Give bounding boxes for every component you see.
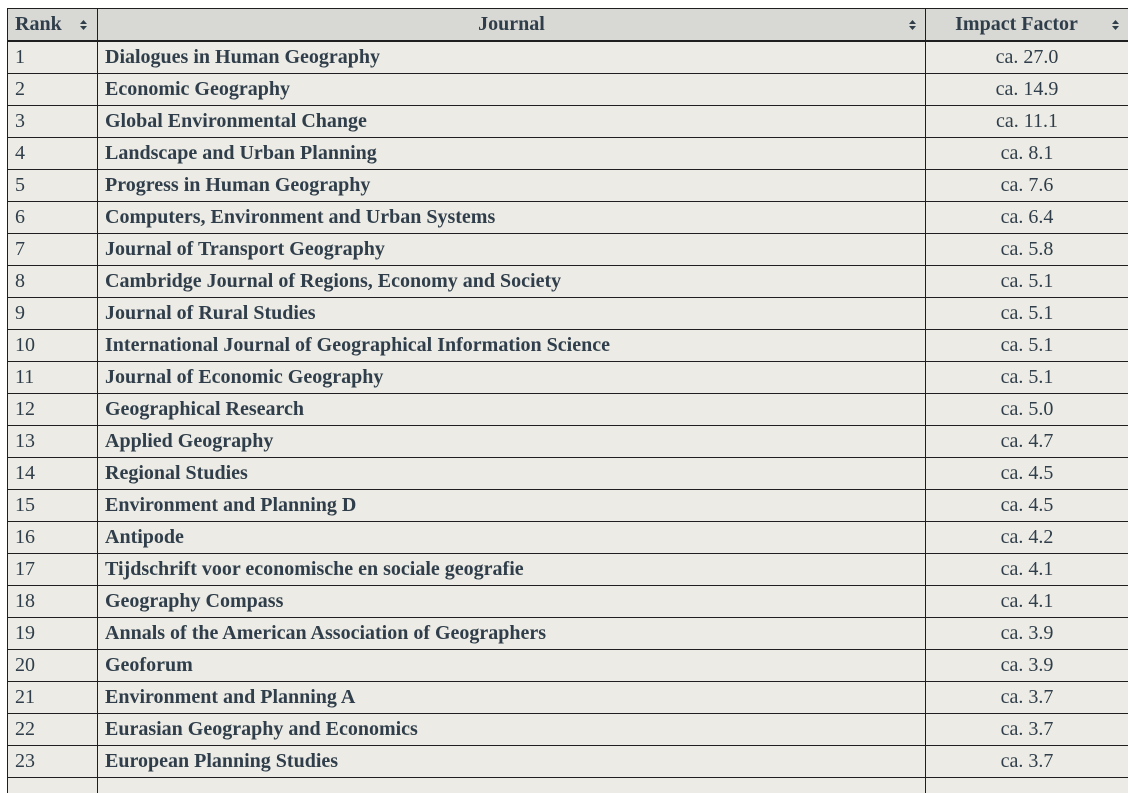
rank-cell: 6 (8, 202, 98, 234)
journal-cell: Antipode (98, 522, 926, 554)
impact-factor-cell: ca. 4.5 (926, 490, 1129, 522)
table-row (8, 458, 1129, 490)
impact-factor-cell: ca. 6.4 (926, 202, 1129, 234)
journal-cell: Journal of Transport Geography (98, 234, 926, 266)
rank-cell: 23 (8, 746, 98, 778)
journal-cell: Geoforum (98, 650, 926, 682)
impact-factor-cell: ca. 4.1 (926, 554, 1129, 586)
rank-cell: 16 (8, 522, 98, 554)
impact-factor-cell: ca. 7.6 (926, 170, 1129, 202)
journal-cell: Eurasian Geography and Economics (98, 714, 926, 746)
rank-cell: 22 (8, 714, 98, 746)
table-row (8, 778, 1129, 793)
impact-factor-cell: ca. 5.1 (926, 330, 1129, 362)
rank-cell: 3 (8, 106, 98, 138)
journal-cell: Environment and Planning D (98, 490, 926, 522)
journal-cell: Environment and Planning A (98, 682, 926, 714)
rank-cell (8, 778, 98, 793)
table-row (8, 170, 1129, 202)
impact-factor-cell: ca. 5.1 (926, 266, 1129, 298)
sort-arrows-icon[interactable] (79, 19, 88, 31)
impact-factor-cell: ca. 4.7 (926, 426, 1129, 458)
column-header-rank[interactable] (8, 9, 98, 42)
sort-arrows-icon[interactable] (1111, 19, 1120, 31)
rank-cell: 2 (8, 74, 98, 106)
table-row (8, 362, 1129, 394)
journal-cell: Dialogues in Human Geography (98, 41, 926, 74)
journal-cell: Cambridge Journal of Regions, Economy and Society (98, 266, 926, 298)
journal-cell: International Journal of Geographical Information Science (98, 330, 926, 362)
rank-cell: 17 (8, 554, 98, 586)
journal-ranking-table (7, 8, 1128, 793)
rank-cell: 4 (8, 138, 98, 170)
rank-cell: 20 (8, 650, 98, 682)
table-row (8, 106, 1129, 138)
impact-factor-cell: ca. 3.7 (926, 746, 1129, 778)
journal-cell: Economic Geography (98, 74, 926, 106)
table-row (8, 330, 1129, 362)
rank-cell: 1 (8, 41, 98, 74)
journal-cell: Applied Geography (98, 426, 926, 458)
table-row (8, 650, 1129, 682)
table-row (8, 234, 1129, 266)
journal-cell: Journal of Economic Geography (98, 362, 926, 394)
impact-factor-cell: ca. 3.7 (926, 714, 1129, 746)
impact-factor-cell: ca. 5.0 (926, 394, 1129, 426)
impact-factor-cell: ca. 5.1 (926, 298, 1129, 330)
table-row (8, 586, 1129, 618)
table-row (8, 394, 1129, 426)
column-header-label: Journal (478, 13, 545, 35)
rank-cell: 13 (8, 426, 98, 458)
table-row (8, 682, 1129, 714)
impact-factor-cell: ca. 3.9 (926, 650, 1129, 682)
rank-cell: 15 (8, 490, 98, 522)
table-row (8, 298, 1129, 330)
column-header-journal[interactable] (98, 9, 926, 42)
rank-cell: 21 (8, 682, 98, 714)
impact-factor-cell: ca. 4.1 (926, 586, 1129, 618)
table-row (8, 41, 1129, 74)
rank-cell: 10 (8, 330, 98, 362)
sort-arrows-icon[interactable] (908, 19, 917, 31)
column-header-label: Impact Factor (955, 13, 1078, 35)
header-row (8, 9, 1129, 42)
impact-factor-cell: ca. 27.0 (926, 41, 1129, 74)
table-row (8, 266, 1129, 298)
impact-factor-cell: ca. 5.1 (926, 362, 1129, 394)
table-row (8, 522, 1129, 554)
journal-cell: Progress in Human Geography (98, 170, 926, 202)
table-row (8, 426, 1129, 458)
impact-factor-cell: ca. 14.9 (926, 74, 1129, 106)
journal-cell: Geography Compass (98, 586, 926, 618)
rank-cell: 12 (8, 394, 98, 426)
rank-cell: 7 (8, 234, 98, 266)
rank-cell: 14 (8, 458, 98, 490)
table-row (8, 554, 1129, 586)
impact-factor-cell: ca. 8.1 (926, 138, 1129, 170)
journal-cell (98, 778, 926, 793)
impact-factor-cell: ca. 5.8 (926, 234, 1129, 266)
impact-factor-cell: ca. 3.7 (926, 682, 1129, 714)
impact-factor-cell (926, 778, 1129, 793)
journal-cell: European Planning Studies (98, 746, 926, 778)
journal-cell: Journal of Rural Studies (98, 298, 926, 330)
column-header-impact-factor[interactable] (926, 9, 1129, 42)
rank-cell: 8 (8, 266, 98, 298)
journal-cell: Geographical Research (98, 394, 926, 426)
rank-cell: 19 (8, 618, 98, 650)
table-body (8, 41, 1129, 793)
rank-cell: 18 (8, 586, 98, 618)
journal-cell: Tijdschrift voor economische en sociale geografie (98, 554, 926, 586)
journal-cell: Annals of the American Association of Geographers (98, 618, 926, 650)
table-row (8, 202, 1129, 234)
impact-factor-cell: ca. 4.5 (926, 458, 1129, 490)
journal-cell: Global Environmental Change (98, 106, 926, 138)
journal-cell: Regional Studies (98, 458, 926, 490)
impact-factor-cell: ca. 11.1 (926, 106, 1129, 138)
column-header-label: Rank (15, 13, 62, 35)
table-row (8, 138, 1129, 170)
table-row (8, 746, 1129, 778)
journal-cell: Computers, Environment and Urban Systems (98, 202, 926, 234)
table-header (8, 9, 1129, 42)
table-row (8, 618, 1129, 650)
rank-cell: 9 (8, 298, 98, 330)
impact-factor-cell: ca. 3.9 (926, 618, 1129, 650)
journal-cell: Landscape and Urban Planning (98, 138, 926, 170)
table-row (8, 74, 1129, 106)
table-row (8, 490, 1129, 522)
rank-cell: 11 (8, 362, 98, 394)
journal-ranking-table-container (7, 8, 1128, 793)
table-row (8, 714, 1129, 746)
rank-cell: 5 (8, 170, 98, 202)
impact-factor-cell: ca. 4.2 (926, 522, 1129, 554)
